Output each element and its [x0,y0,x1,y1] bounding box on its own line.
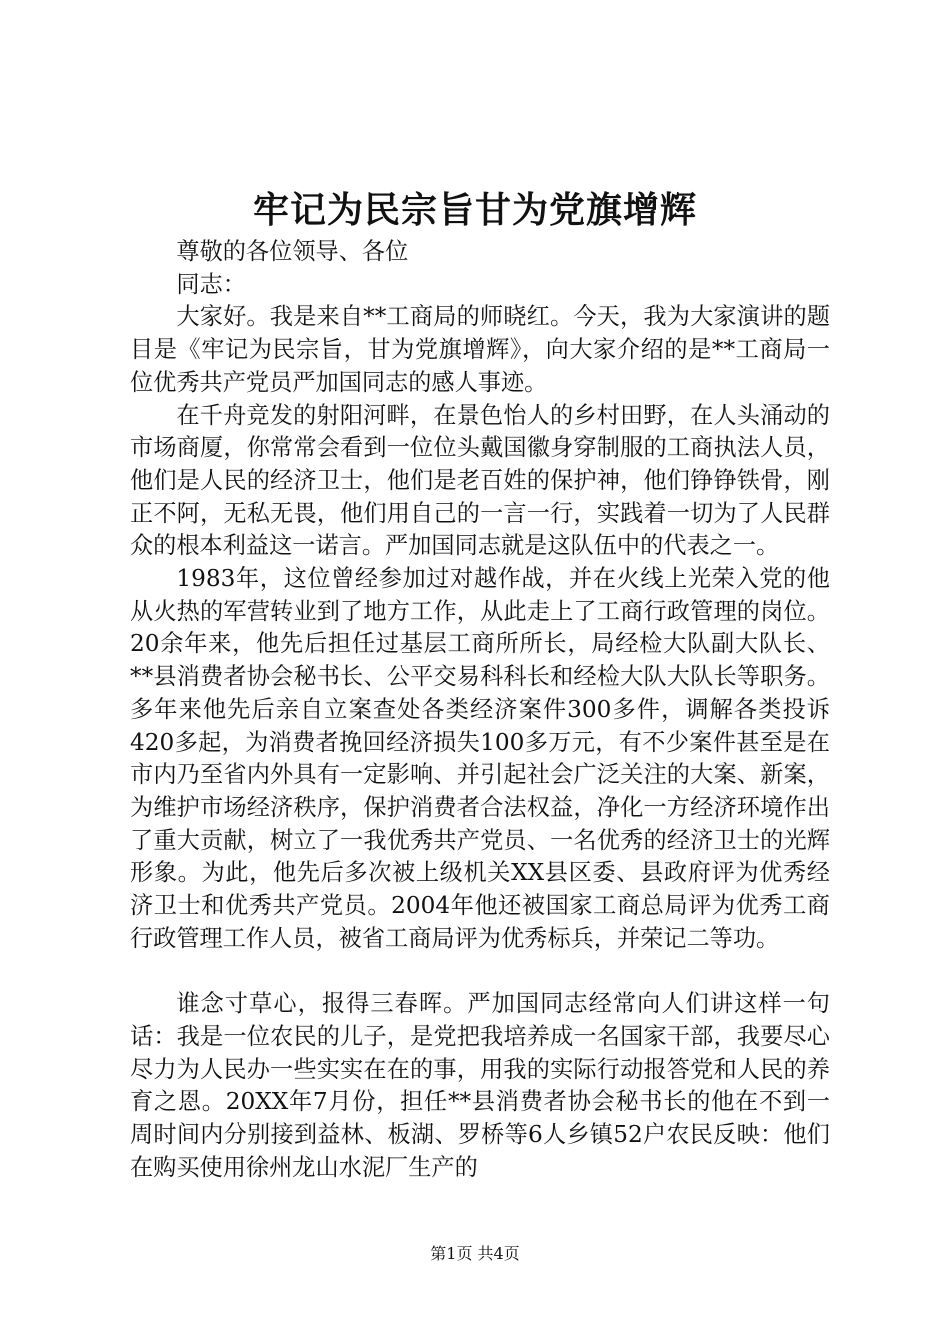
body-paragraph: 谁念寸草心，报得三春晖。严加国同志经常向人们讲这样一句话：我是一位农民的儿子，是党把我培养成一名国家干部，我要尽心尽力为人民办一些实实在在的事，用我的实际行动报答党和人民的养育之恩。20XX年7月份，担任**县消费者协会秘书长的他在不到一周时间内分别接到益林、板湖、罗桥等6人乡镇52户农民反映：他们在购买使用徐州龙山水泥厂生产的 [130,990,830,1181]
salutation-line: 同志： [176,270,246,298]
body-paragraph: 1983年，这位曾经参加过对越作战，并在火线上光荣入党的他从火热的军营转业到了地方工作，从此走上了工商行政管理的岗位。20余年来，他先后担任过基层工商所所长，局经检大队副大队长、**县消费者协会秘书长、公平交易科科长和经检大队大队长等职务。多年来他先后亲自立案查处各类经济案件300多件，调解各类投诉420多起，为消费者挽回经济损失100多万元，有不少案件甚至是在市内乃至省内外具有一定影响、并引起社会广泛关注的大案、新案，为维护市场经济秩序，保护消费者合法权益，净化一方经济环境作出了重大贡献，树立了一我优秀共产党员、一名优秀的经济卫士的光辉形象。为此，他先后多次被上级机关XX县区委、县政府评为优秀经济卫士和优秀共产党员。2004年他还被国家工商总局评为优秀工商行政管理工作人员，被省工商局评为优秀标兵，并荣记二等功。 [130,565,830,952]
document-title: 牢记为民宗旨甘为党旗增辉 [252,189,697,231]
salutation-line: 尊敬的各位领导、各位 [176,238,409,265]
document-body [130,236,830,1184]
page-footer: 第1页 共4页 [430,1244,520,1263]
body-paragraph: 大家好。我是来自**工商局的师晓红。今天，我为大家演讲的题目是《牢记为民宗旨，甘为党旗增辉》，向大家介绍的是**工商局一位优秀共产党员严加国同志的感人事迹。 [130,303,830,396]
body-paragraph: 在千舟竞发的射阳河畔，在景色怡人的乡村田野，在人头涌动的市场商厦，你常常会看到一位位头戴国徽身穿制服的工商执法人员，他们是人民的经济卫士，他们是老百姓的保护神，他们铮铮铁骨，刚正不阿，无私无畏，他们用自己的一言一行，实践着一切为了人民群众的根本利益这一诺言。严加国同志就是这队伍中的代表之一。 [130,401,830,560]
